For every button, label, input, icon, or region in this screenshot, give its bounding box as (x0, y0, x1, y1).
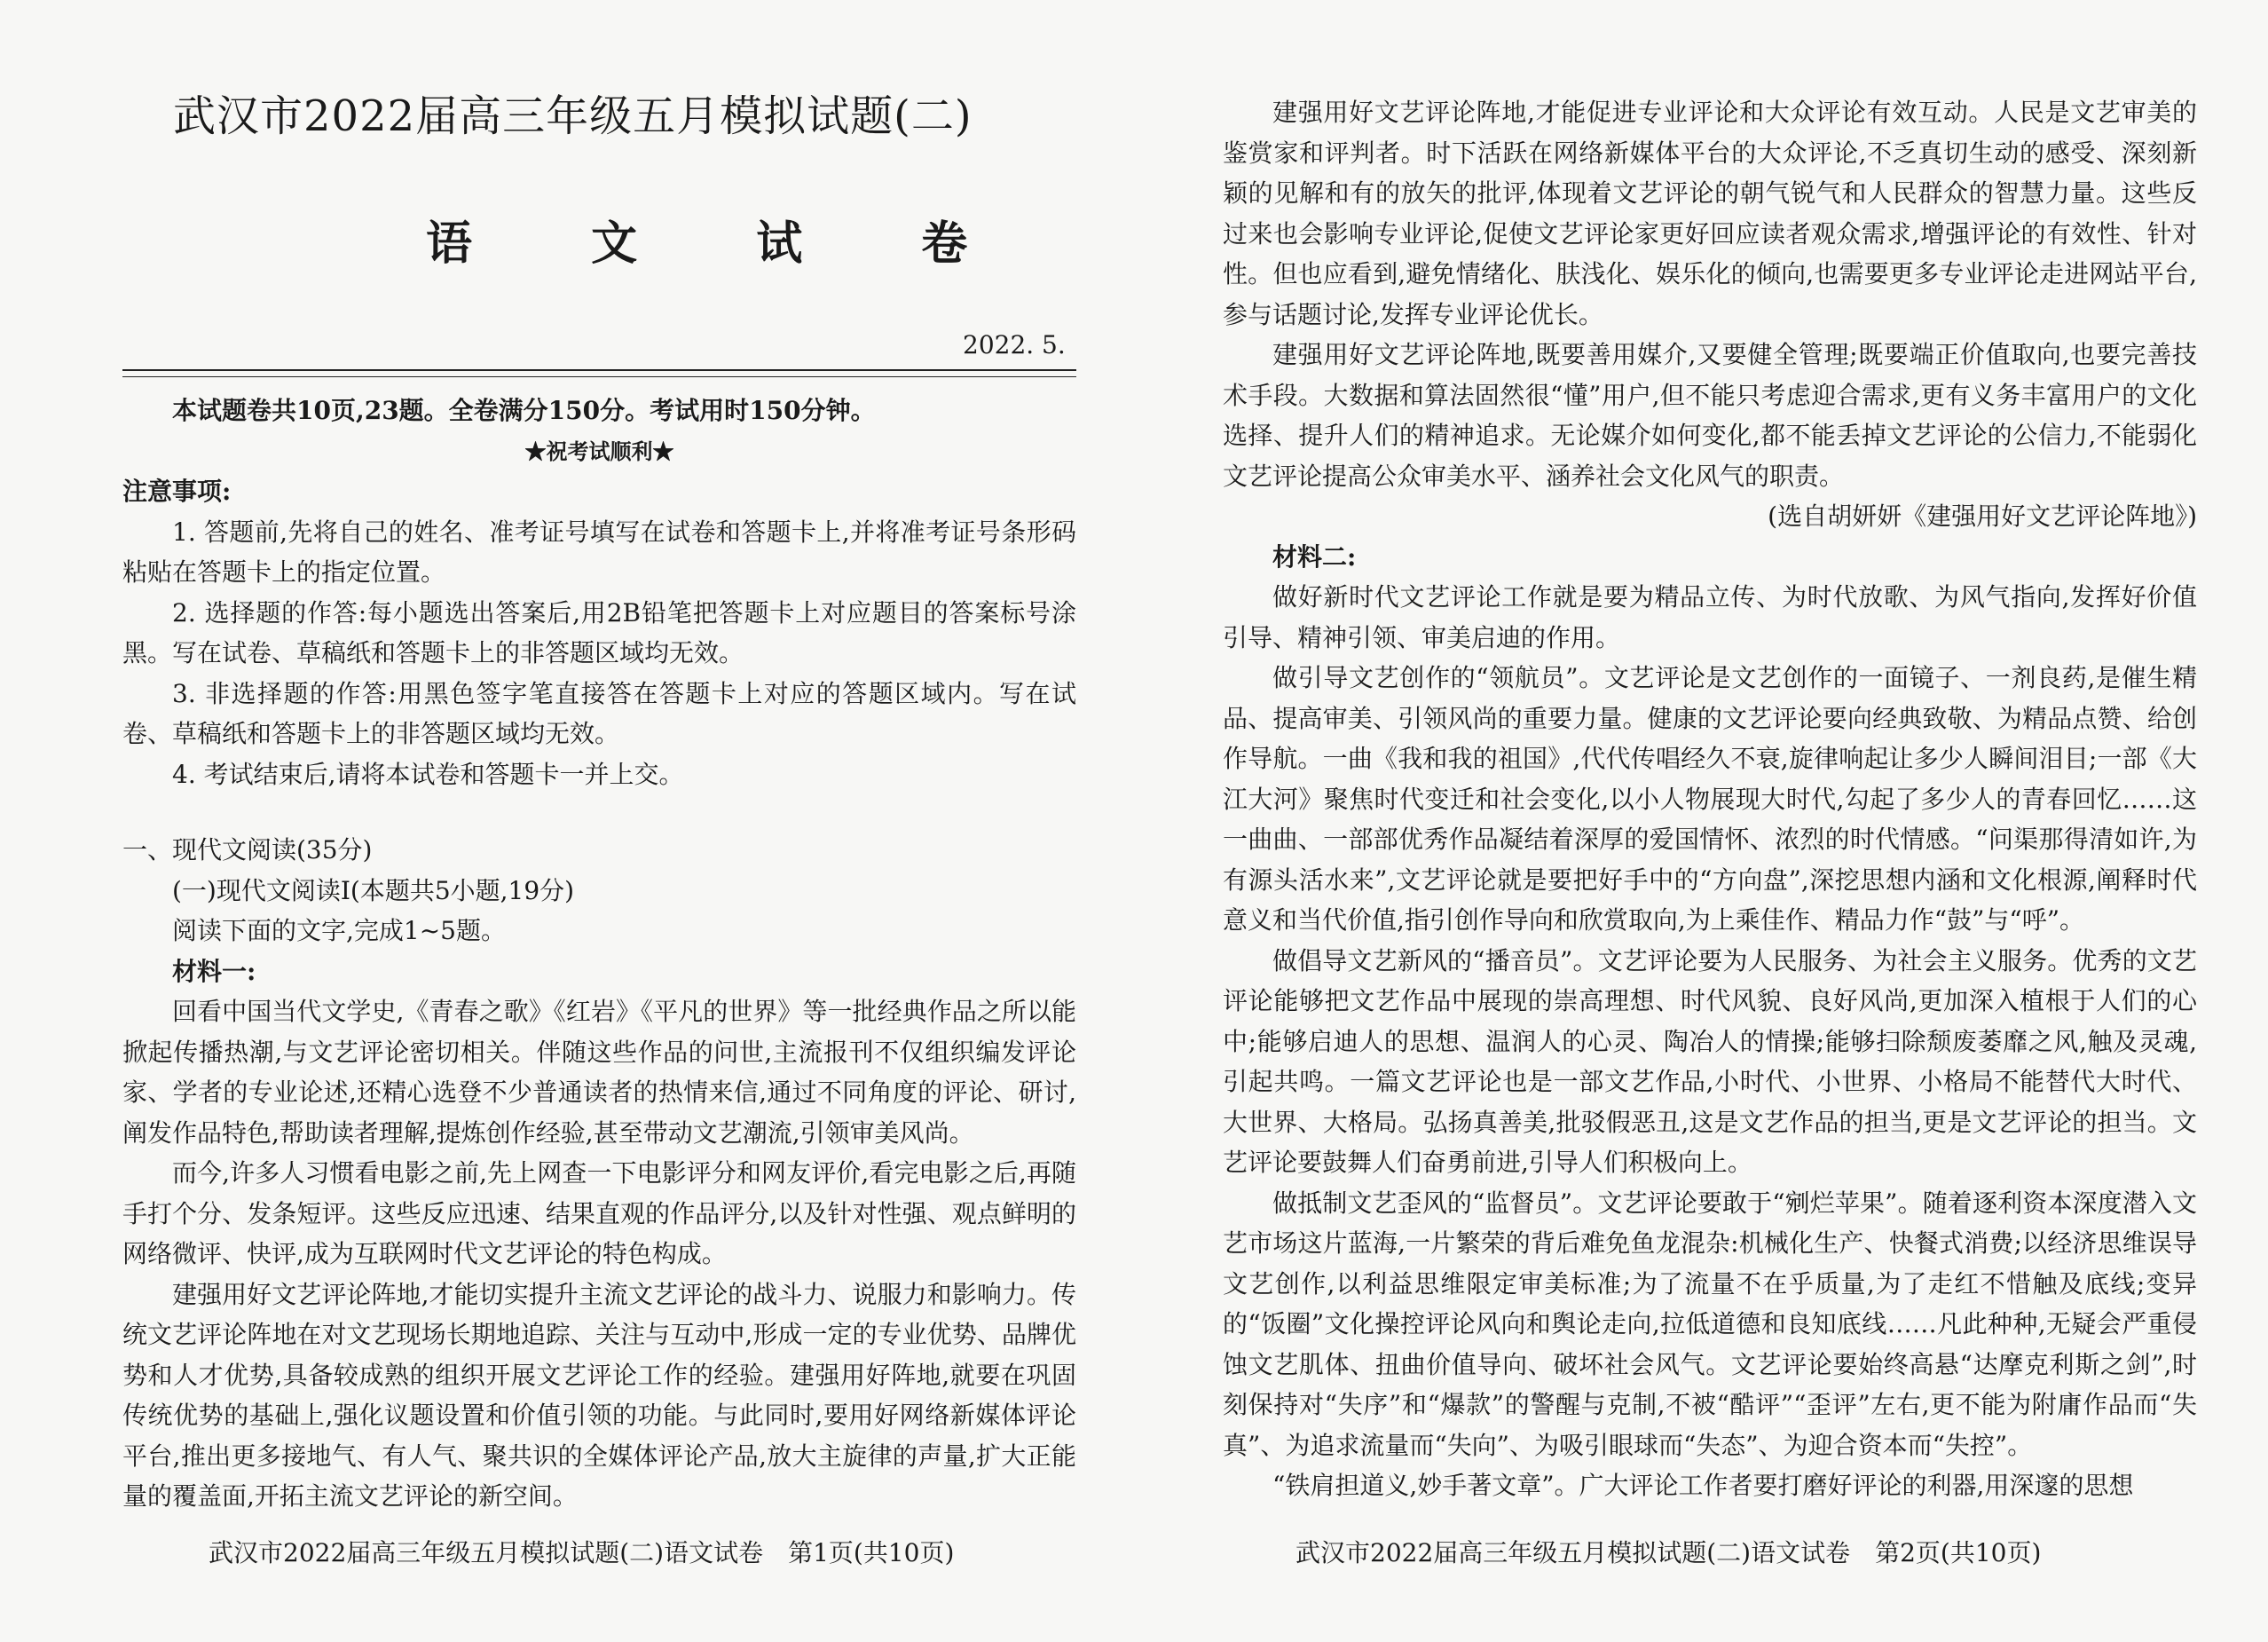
reading-instruction: 阅读下面的文字,完成1~5题。 (172, 916, 506, 945)
paragraph: 做倡导文艺新风的“播音员”。文艺评论要为人民服务、为社会主义服务。优秀的文艺评论能够把文艺作品中展现的崇高理想、时代风貌、良好风尚,更加深入植根于人们的心中;能够启迪人的思想、温润人的心灵、陶冶人的情操;能够扫除颓废萎靡之风,触及灵魂,引起共鸣。一篇文艺评论也是一部文艺作品,小时代、小世界、小格局不能替代大时代、大世界、大格局。弘扬真善美,批驳假恶丑,这是文艺作品的担当,更是文艺评论的担当。文艺评论要鼓舞人们奋勇前进,引导人们积极向上。 (1223, 945, 2197, 1177)
subject-title: 语 文 试 卷 (426, 217, 1020, 271)
paragraph: 建强用好文艺评论阵地,才能切实提升主流文艺评论的战斗力、说服力和影响力。传统文艺评论阵地在对文艺现场长期地追踪、关注与互动中,形成一定的专业优势、品牌优势和人才优势,具备较成熟的组织开展文艺评论工作的经验。建强用好阵地,就要在巩固传统优势的基础上,强化议题设置和价值引领的功能。与此同时,要用好网络新媒体评论平台,推出更多接地气、有人气、聚共识的全媒体评论产品,放大主旋律的声量,扩大正能量的覆盖面,开拓主流文艺评论的新空间。 (122, 1279, 1076, 1511)
paragraph: 建强用好文艺评论阵地,既要善用媒介,又要健全管理;既要端正价值取向,也要完善技术手段。大数据和算法固然很“懂”用户,但不能只考虑迎合需求,更有义务丰富用户的文化选择、提升人们的精神追求。无论媒介如何变化,都不能丢掉文艺评论的公信力,不能弱化文艺评论提高公众审美水平、涵养社会文化风气的职责。 (1223, 340, 2197, 491)
divider-line (122, 369, 1076, 371)
note-item: 1. 答题前,先将自己的姓名、准考证号填写在试卷和答题卡上,并将准考证号条形码粘贴在答题卡上的指定位置。 (122, 517, 1076, 587)
material-label: 材料二: (1272, 541, 1357, 572)
paragraph: 回看中国当代文学史,《青春之歌》《红岩》《平凡的世界》等一批经典作品之所以能掀起传播热潮,与文艺评论密切相关。伴随这些作品的问世,主流报刊不仅组织编发评论家、学者的专业论述,还精心选登不少普通读者的热情来信,通过不同角度的评论、研讨,阐发作品特色,帮助读者理解,提炼创作经验,甚至带动文艺潮流,引领审美风尚。 (122, 997, 1076, 1148)
source-citation: (选自胡妍妍《建强用好文艺评论阵地》) (1768, 501, 2197, 531)
paragraph: 做引导文艺创作的“领航员”。文艺评论是文艺创作的一面镜子、一剂良药,是催生精品、提高审美、引领风尚的重要力量。健康的文艺评论要向经典致敬、为精品点赞、给创作导航。一曲《我和我的祖国》,代代传唱经久不衰,旋律响起让多少人瞬间泪目;一部《大江大河》聚焦时代变迁和社会变化,以小人物展现大时代,勾起了多少人的青春回忆……这一曲曲、一部部优秀作品凝结着深厚的爱国情怀、浓烈的时代情感。“问渠那得清如许,为有源头活水来”,文艺评论就是要把好手中的“方向盘”,深挖思想内涵和文化根源,阐释时代意义和当代价值,指引创作导向和欣赏取向,为上乘佳作、精品力作“鼓”与“呼”。 (1223, 663, 2197, 935)
exam-info: 本试题卷共10页,23题。全卷满分150分。考试用时150分钟。 (172, 396, 876, 425)
paragraph: 做抵制文艺歪风的“监督员”。文艺评论要敢于“剜烂苹果”。随着逐利资本深度潜入文艺市场这片蓝海,一片繁荣的背后难免鱼龙混杂:机械化生产、快餐式消费;以经济思维误导文艺创作,以利益思维限定审美标准;为了流量不在乎质量,为了走红不惜触及底线;变异的“饭圈”文化操控评论风向和舆论走向,拉低道德和良知底线……凡此种种,无疑会严重侵蚀文艺肌体、扭曲价值导向、破坏社会风气。文艺评论要始终高悬“达摩克利斯之剑”,时刻保持对“失序”和“爆款”的警醒与克制,不被“酷评”“歪评”左右,更不能为附庸作品而“失真”、为追求流量而“失向”、为吸引眼球而“失态”、为迎合资本而“失控”。 (1223, 1188, 2197, 1460)
paragraph: 建强用好文艺评论阵地,才能促进专业评论和大众评论有效互动。人民是文艺审美的鉴赏家和评判者。时下活跃在网络新媒体平台的大众评论,不乏真切生动的感受、深刻新颖的见解和有的放矢的批评,体现着文艺评论的朝气锐气和人民群众的智慧力量。这些反过来也会影响专业评论,促使文艺评论家更好回应读者观众需求,增强评论的有效性、针对性。但也应看到,避免情绪化、肤浅化、娱乐化的倾向,也需要更多专业评论走进网站平台,参与话题讨论,发挥专业评论优长。 (1223, 98, 2197, 329)
page-footer: 武汉市2022届高三年级五月模拟试题(二)语文试卷 第2页(共10页) (1295, 1538, 2042, 1567)
exam-page-2 (1145, 0, 2268, 1642)
exam-date: 2022. 5. (963, 330, 1066, 359)
good-luck-wish: ★祝考试顺利★ (524, 438, 674, 464)
note-item: 3. 非选择题的作答:用黑色签字笔直接答在答题卡上对应的答题区域内。写在试卷、草稿纸和答题卡上的非答题区域均无效。 (122, 678, 1076, 748)
notes-heading: 注意事项: (122, 477, 232, 506)
paragraph: 而今,许多人习惯看电影之前,先上网查一下电影评分和网友评价,看完电影之后,再随手打个分、发条短评。这些反应迅速、结果直观的作品评分,以及针对性强、观点鲜明的网络微评、快评,成为互联网时代文艺评论的特色构成。 (122, 1158, 1076, 1268)
paragraph: 做好新时代文艺评论工作就是要为精品立传、为时代放歌、为风气指向,发挥好价值引导、精神引领、审美启迪的作用。 (1223, 582, 2197, 652)
material-label: 材料一: (172, 956, 256, 986)
note-item: 2. 选择题的作答:每小题选出答案后,用2B铅笔把答题卡上对应题目的答案标号涂黑。写在试卷、草稿纸和答题卡上的非答题区域均无效。 (122, 597, 1076, 667)
paragraph: “铁肩担道义,妙手著文章”。广大评论工作者要打磨好评论的利器,用深邃的思想 (1272, 1471, 2134, 1500)
note-item: 4. 考试结束后,请将本试卷和答题卡一并上交。 (172, 759, 684, 789)
divider-line-thin (122, 376, 1076, 377)
subsection-heading: (一)现代文阅读Ⅰ(本题共5小题,19分) (172, 875, 575, 905)
exam-title: 武汉市2022届高三年级五月模拟试题(二) (173, 91, 973, 141)
page-footer: 武汉市2022届高三年级五月模拟试题(二)语文试卷 第1页(共10页) (209, 1538, 955, 1567)
exam-page-1 (0, 0, 1127, 1642)
section-heading: 一、现代文阅读(35分) (122, 835, 373, 864)
